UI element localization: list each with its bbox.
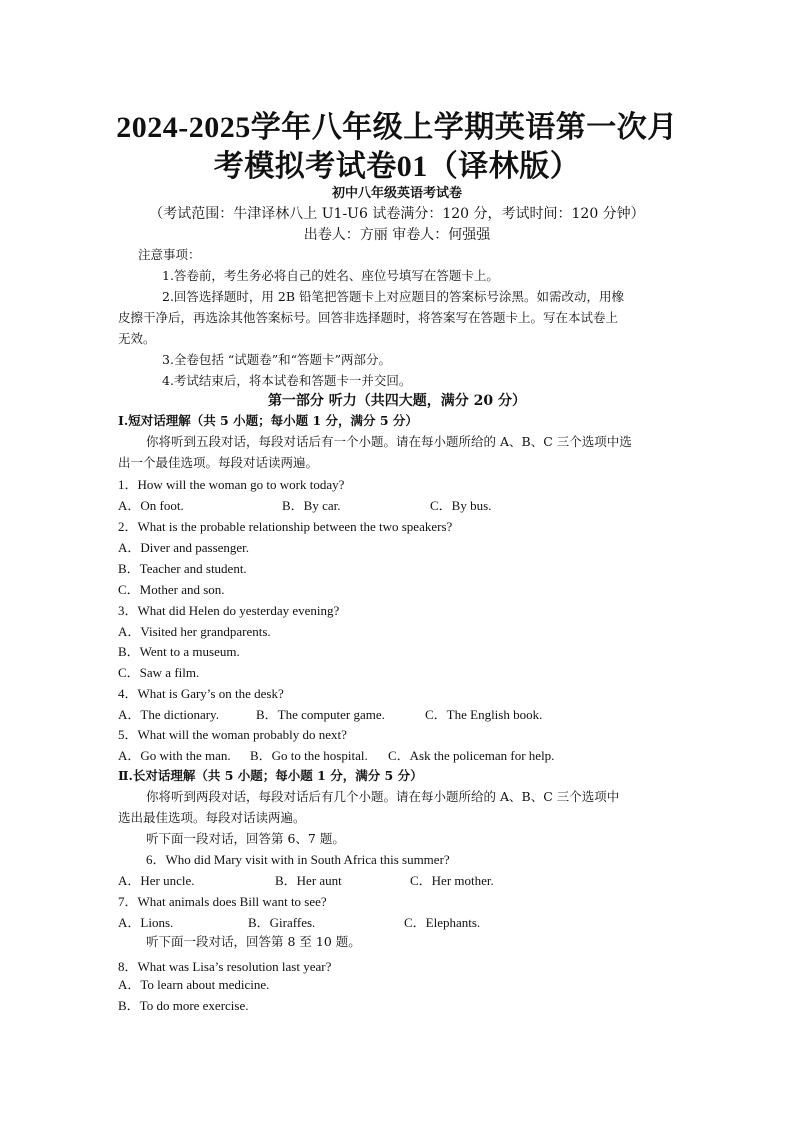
section1-heading: Ⅰ.短对话理解（共 5 小题；每小题 1 分，满分 5 分） [118,413,418,428]
question-1: 1．How will the woman go to work today? [118,477,345,492]
q4-option-b: B．The computer game. [256,707,385,722]
q8-option-b: B．To do more exercise. [118,998,249,1013]
question-5: 5．What will the woman probably do next? [118,727,347,742]
q6-option-c: C．Her mother. [410,873,494,888]
q4-option-c: C．The English book. [425,707,543,722]
notice-item-1: 1.答卷前，考生务必将自己的姓名、座位号填写在答题卡上。 [162,268,499,283]
q3-option-a: A．Visited her grandparents. [118,624,271,639]
q1-option-b: B．By car. [282,498,341,513]
notice-item-2-end: 无效。 [118,331,156,346]
part1-heading: 第一部分 听力（共四大题，满分 20 分） [267,393,527,409]
q3-option-c: C．Saw a film. [118,665,200,680]
question-6: 6．Who did Mary visit with in South Africa this summer? [146,852,450,867]
question-2: 2．What is the probable relationship between the two speakers? [118,519,453,534]
subtitle: 初中八年级英语考试卷 [331,186,462,201]
notice-item-2-cont: 皮擦干净后，再选涂其他答案标号。回答非选择题时，将答案写在答题卡上。写在本试卷上 [118,310,619,325]
q1-option-a: A．On foot. [118,498,184,513]
notice-item-2: 2.回答选择题时，用 2B 铅笔把答题卡上对应题目的答案标号涂黑。如需改动，用橡 [162,289,625,304]
section2-intro-cont: 选出最佳选项。每段对话读两遍。 [118,810,306,825]
notice-heading: 注意事项： [138,247,201,262]
section1-intro-cont: 出一个最佳选项。每段对话读两遍。 [118,455,319,470]
q5-option-a: A．Go with the man. [118,748,231,763]
q7-option-a: A．Lions. [118,915,174,930]
listen-instruction-1: 听下面一段对话，回答第 6、7 题。 [146,831,345,846]
q2-option-b: B．Teacher and student. [118,561,247,576]
page-title-line2: 考模拟考试卷01（译林版） [213,150,581,183]
section2-heading: Ⅱ.长对话理解（共 5 小题；每小题 1 分，满分 5 分） [118,768,423,783]
q2-option-a: A．Diver and passenger. [118,540,250,555]
exam-scope: （考试范围：牛津译林八上 U1-U6 试卷满分：120 分，考试时间：120 分钟） [149,206,645,222]
q3-option-b: B．Went to a museum. [118,644,240,659]
q6-option-a: A．Her uncle. [118,873,195,888]
listen-instruction-2: 听下面一段对话，回答第 8 至 10 题。 [146,934,361,949]
section1-intro: 你将听到五段对话，每段对话后有一个小题。请在每小题所给的 A、B、C 三个选项中选 [146,434,632,449]
q7-option-c: C．Elephants. [404,915,481,930]
question-8: 8．What was Lisa’s resolution last year? [118,959,332,974]
q7-option-b: B．Giraffes. [248,915,316,930]
question-4: 4．What is Gary’s on the desk? [118,686,284,701]
q6-option-b: B．Her aunt [275,873,342,888]
q1-option-c: C．By bus. [430,498,492,513]
q8-option-a: A．To learn about medicine. [118,977,270,992]
q4-option-a: A．The dictionary. [118,707,219,722]
page-title-line1: 2024-2025学年八年级上学期英语第一次月 [116,111,678,144]
question-3: 3．What did Helen do yesterday evening? [118,603,340,618]
q5-option-b: B．Go to the hospital. [250,748,368,763]
notice-item-3: 3.全卷包括 “试题卷”和“答题卡”两部分。 [162,352,391,367]
q2-option-c: C．Mother and son. [118,582,225,597]
exam-authors: 出卷人：方丽 审卷人：何强强 [303,227,491,243]
q5-option-c: C．Ask the policeman for help. [388,748,555,763]
question-7: 7．What animals does Bill want to see? [118,894,327,909]
section2-intro: 你将听到两段对话，每段对话后有几个小题。请在每小题所给的 A、B、C 三个选项中 [146,789,620,804]
notice-item-4: 4.考试结束后，将本试卷和答题卡一并交回。 [162,373,412,388]
